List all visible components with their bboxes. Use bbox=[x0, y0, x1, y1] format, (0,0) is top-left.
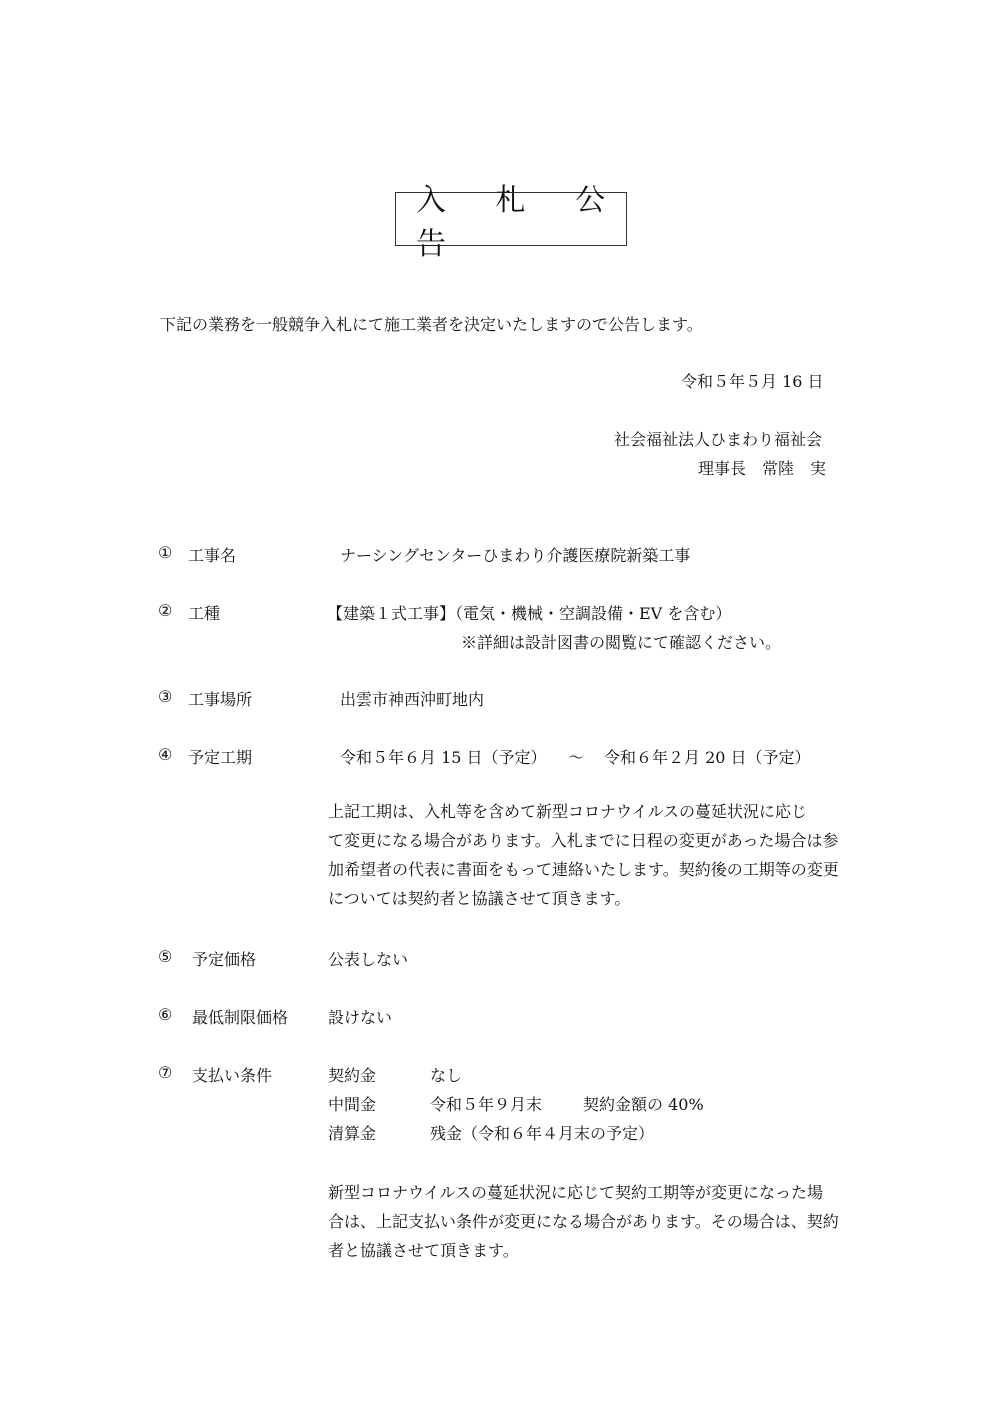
payment-note-paragraph bbox=[328, 1178, 868, 1265]
payment-row-key: 契約金 bbox=[328, 1066, 377, 1085]
item-value-planned-price: 公表しない bbox=[328, 950, 409, 969]
item-value-location: 出雲市神西沖町地内 bbox=[340, 690, 485, 709]
payment-note-line: 新型コロナウイルスの蔓延状況に応じて契約工期等が変更になった場 bbox=[328, 1183, 824, 1202]
payment-note-line: 合は、上記支払い条件が変更になる場合があります。その場合は、契約 bbox=[328, 1212, 839, 1231]
item-number-6: ⑥ bbox=[158, 1005, 173, 1024]
item-number-1: ① bbox=[158, 543, 173, 562]
payment-row-value: 残金（令和６年４月末の予定） bbox=[430, 1124, 655, 1143]
schedule-note-line: については契約者と協議させて頂きます。 bbox=[328, 889, 631, 908]
schedule-note-line: 上記工期は、入札等を含めて新型コロナウイルスの蔓延状況に応じ bbox=[328, 802, 808, 821]
item-value-minimum-price: 設けない bbox=[328, 1008, 393, 1027]
item-label-schedule: 予定工期 bbox=[188, 748, 253, 767]
schedule-note-line: て変更になる場合があります。入札までに日程の変更があった場合は参 bbox=[328, 831, 839, 850]
issuer-representative: 理事長 常陸 実 bbox=[698, 459, 827, 478]
payment-row-key: 中間金 bbox=[328, 1095, 377, 1114]
item-label-planned-price: 予定価格 bbox=[192, 950, 257, 969]
item-label-work-type: 工種 bbox=[188, 604, 221, 623]
item-value-construction-name: ナーシングセンターひまわり介護医療院新築工事 bbox=[340, 546, 691, 565]
item-label-location: 工事場所 bbox=[188, 690, 253, 709]
schedule-note-paragraph bbox=[328, 797, 868, 913]
payment-note-line: 者と協議させて頂きます。 bbox=[328, 1241, 519, 1260]
work-type-note: ※詳細は設計図書の閲覧にて確認ください。 bbox=[461, 633, 782, 652]
payment-row-value: 令和５年９月末 bbox=[430, 1095, 543, 1114]
item-label-construction-name: 工事名 bbox=[188, 546, 237, 565]
schedule-note-line: 加希望者の代表に書面をもって連絡いたします。契約後の工期等の変更 bbox=[328, 860, 839, 879]
document-title: 入 札 公 告 bbox=[416, 183, 626, 262]
payment-row-key: 清算金 bbox=[328, 1124, 377, 1143]
item-value-work-type: 【建築１式工事】（電気・機械・空調設備・EV を含む） bbox=[327, 604, 732, 623]
item-number-7: ⑦ bbox=[158, 1063, 173, 1082]
item-number-5: ⑤ bbox=[158, 947, 173, 966]
issuer-organization: 社会福祉法人ひまわり福祉会 bbox=[614, 430, 823, 449]
item-number-2: ② bbox=[158, 601, 173, 620]
payment-row-value: なし bbox=[430, 1066, 463, 1085]
schedule-end: 令和６年２月 20 日（予定） bbox=[604, 748, 811, 767]
item-label-payment-terms: 支払い条件 bbox=[192, 1066, 273, 1085]
intro-text: 下記の業務を一般競争入札にて施工業者を決定いたしますので公告します。 bbox=[160, 315, 703, 334]
title-box bbox=[395, 183, 627, 262]
item-number-3: ③ bbox=[158, 687, 173, 706]
schedule-tilde: ～ bbox=[568, 748, 585, 767]
issue-date: 令和５年５月 16 日 bbox=[681, 372, 824, 391]
schedule-start: 令和５年６月 15 日（予定） bbox=[340, 748, 547, 767]
item-number-4: ④ bbox=[158, 745, 173, 764]
item-label-minimum-price: 最低制限価格 bbox=[192, 1008, 289, 1027]
payment-row-extra: 契約金額の 40% bbox=[583, 1095, 704, 1114]
